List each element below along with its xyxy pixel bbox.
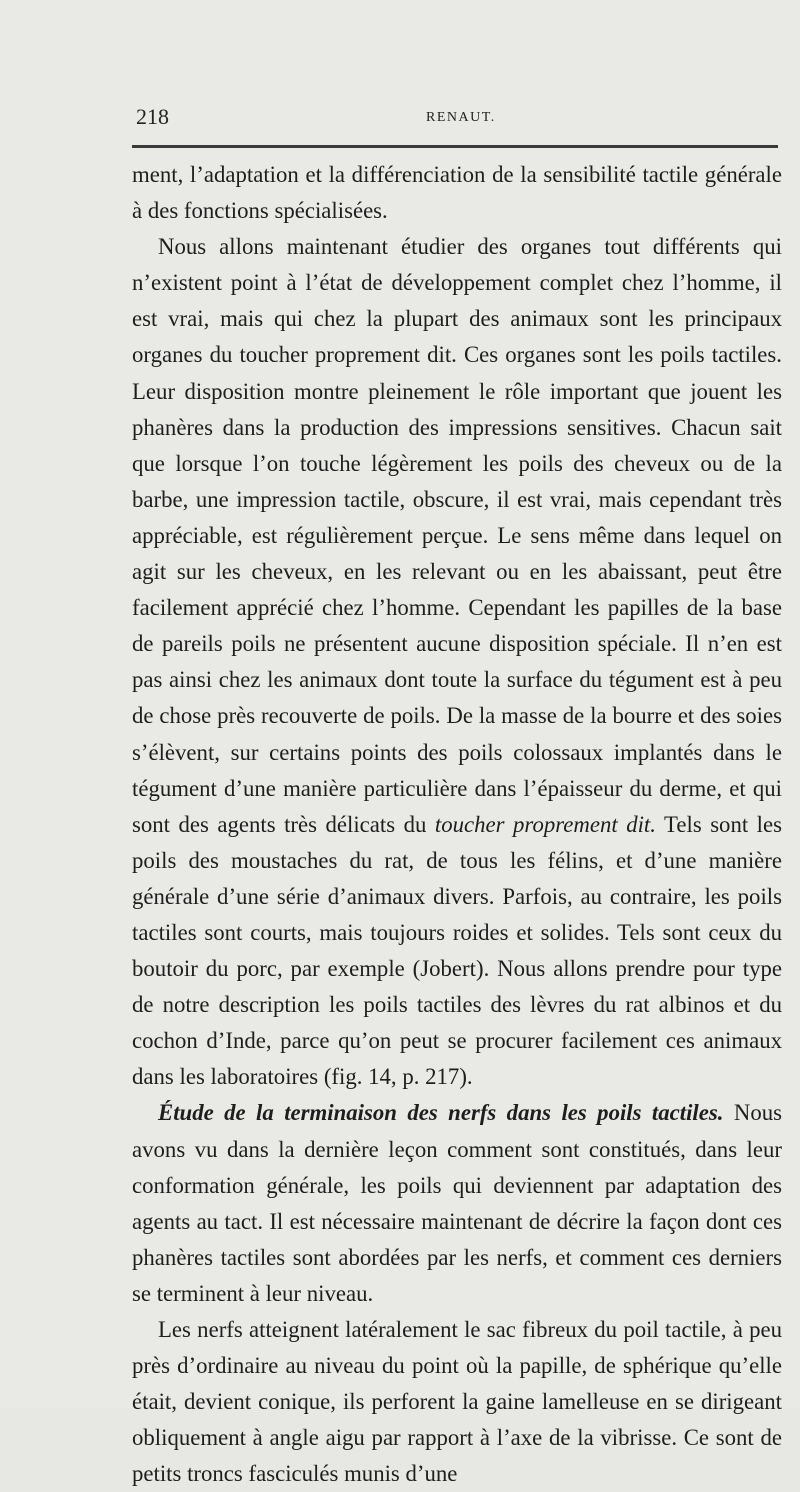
paragraph-2-italic-phrase: toucher proprement dit.: [434, 811, 656, 837]
header-rule: [132, 145, 778, 148]
paragraph-4: [132, 1312, 782, 1492]
section-heading: Étude de la terminaison des nerfs dans les poils tactiles.: [158, 1100, 724, 1126]
paragraph-4-text: Les nerfs atteignent latéralement le sac fibreux du poil tactile, à peu près d’ordinaire au niveau du point où la papille, de sphérique qu’elle était, devient conique, ils perforent la gaine lamelleuse en se dirigeant obliquement à angle aigu par rapport à l’axe de la vibrisse. Ce sont de petits troncs fasciculés munis d’une: [132, 1317, 782, 1487]
body-text: [132, 157, 782, 1492]
running-title: RENAUT.: [426, 110, 496, 125]
running-head: [136, 104, 764, 134]
paragraph-2-text-b: Tels sont les poils des moustaches du rat, de tous les félins, et d’une manière générale d’une série d’animaux divers. Parfois, au contraire, les poils tactiles sont courts, mais toujours roides et solides. Tels sont ceux du boutoir du porc, par exemple (Jobert). Nous allons prendre pour type de notre description les poils tactiles des lèvres du rat albinos et du cochon d’Inde, parce qu’on peut se procurer facilement ces animaux dans les laboratoires (fig. 14, p. 217).: [132, 811, 783, 1090]
paragraph-2: [132, 229, 782, 1095]
paragraph-1-text: ment, l’adaptation et la différenciation de la sensibilité tactile générale à des fonctions spécialisées.: [132, 162, 782, 224]
paragraph-3-text: Nous avons vu dans la dernière leçon comment sont constitués, dans leur conformation générale, les poils qui deviennent par adaptation des agents au tact. Il est nécessaire maintenant de décrire la façon dont ces phanères tactiles sont abordées par les nerfs, et comment ces derniers se terminent à leur niveau.: [132, 1100, 782, 1306]
paragraph-3: [132, 1095, 782, 1312]
paragraph-2-text-a: Nous allons maintenant étudier des organes tout différents qui n’existent point à l’état de développement complet chez l’homme, il est vrai, mais qui chez la plupart des animaux sont les principaux organes du toucher proprement dit. Ces organes sont les poils tactiles. Leur disposition montre pleinement le rôle important que jouent les phanères dans la production des impressions sensitives. Chacun sait que lorsque l’on touche légèrement les poils des cheveux ou de la barbe, une impression tactile, obscure, il est vrai, mais cependant très appréciable, est régulièrement perçue. Le sens même dans lequel on agit sur les cheveux, en les relevant ou en les abaissant, peut être facilement apprécié chez l’homme. Cependant les papilles de la base de pareils poils ne présentent aucune disposition spéciale. Il n’en est pas ainsi chez les animaux dont toute la surface du tégument est à peu de chose près recouverte de poils. De la masse de la bourre et des soies s’élèvent, sur certains points des poils colossaux implantés dans le tégument d’une manière particulière dans l’épaisseur du derme, et qui sont des agents très délicats du: [132, 234, 782, 837]
paragraph-1: [132, 157, 782, 229]
page-number: 218: [136, 104, 169, 129]
